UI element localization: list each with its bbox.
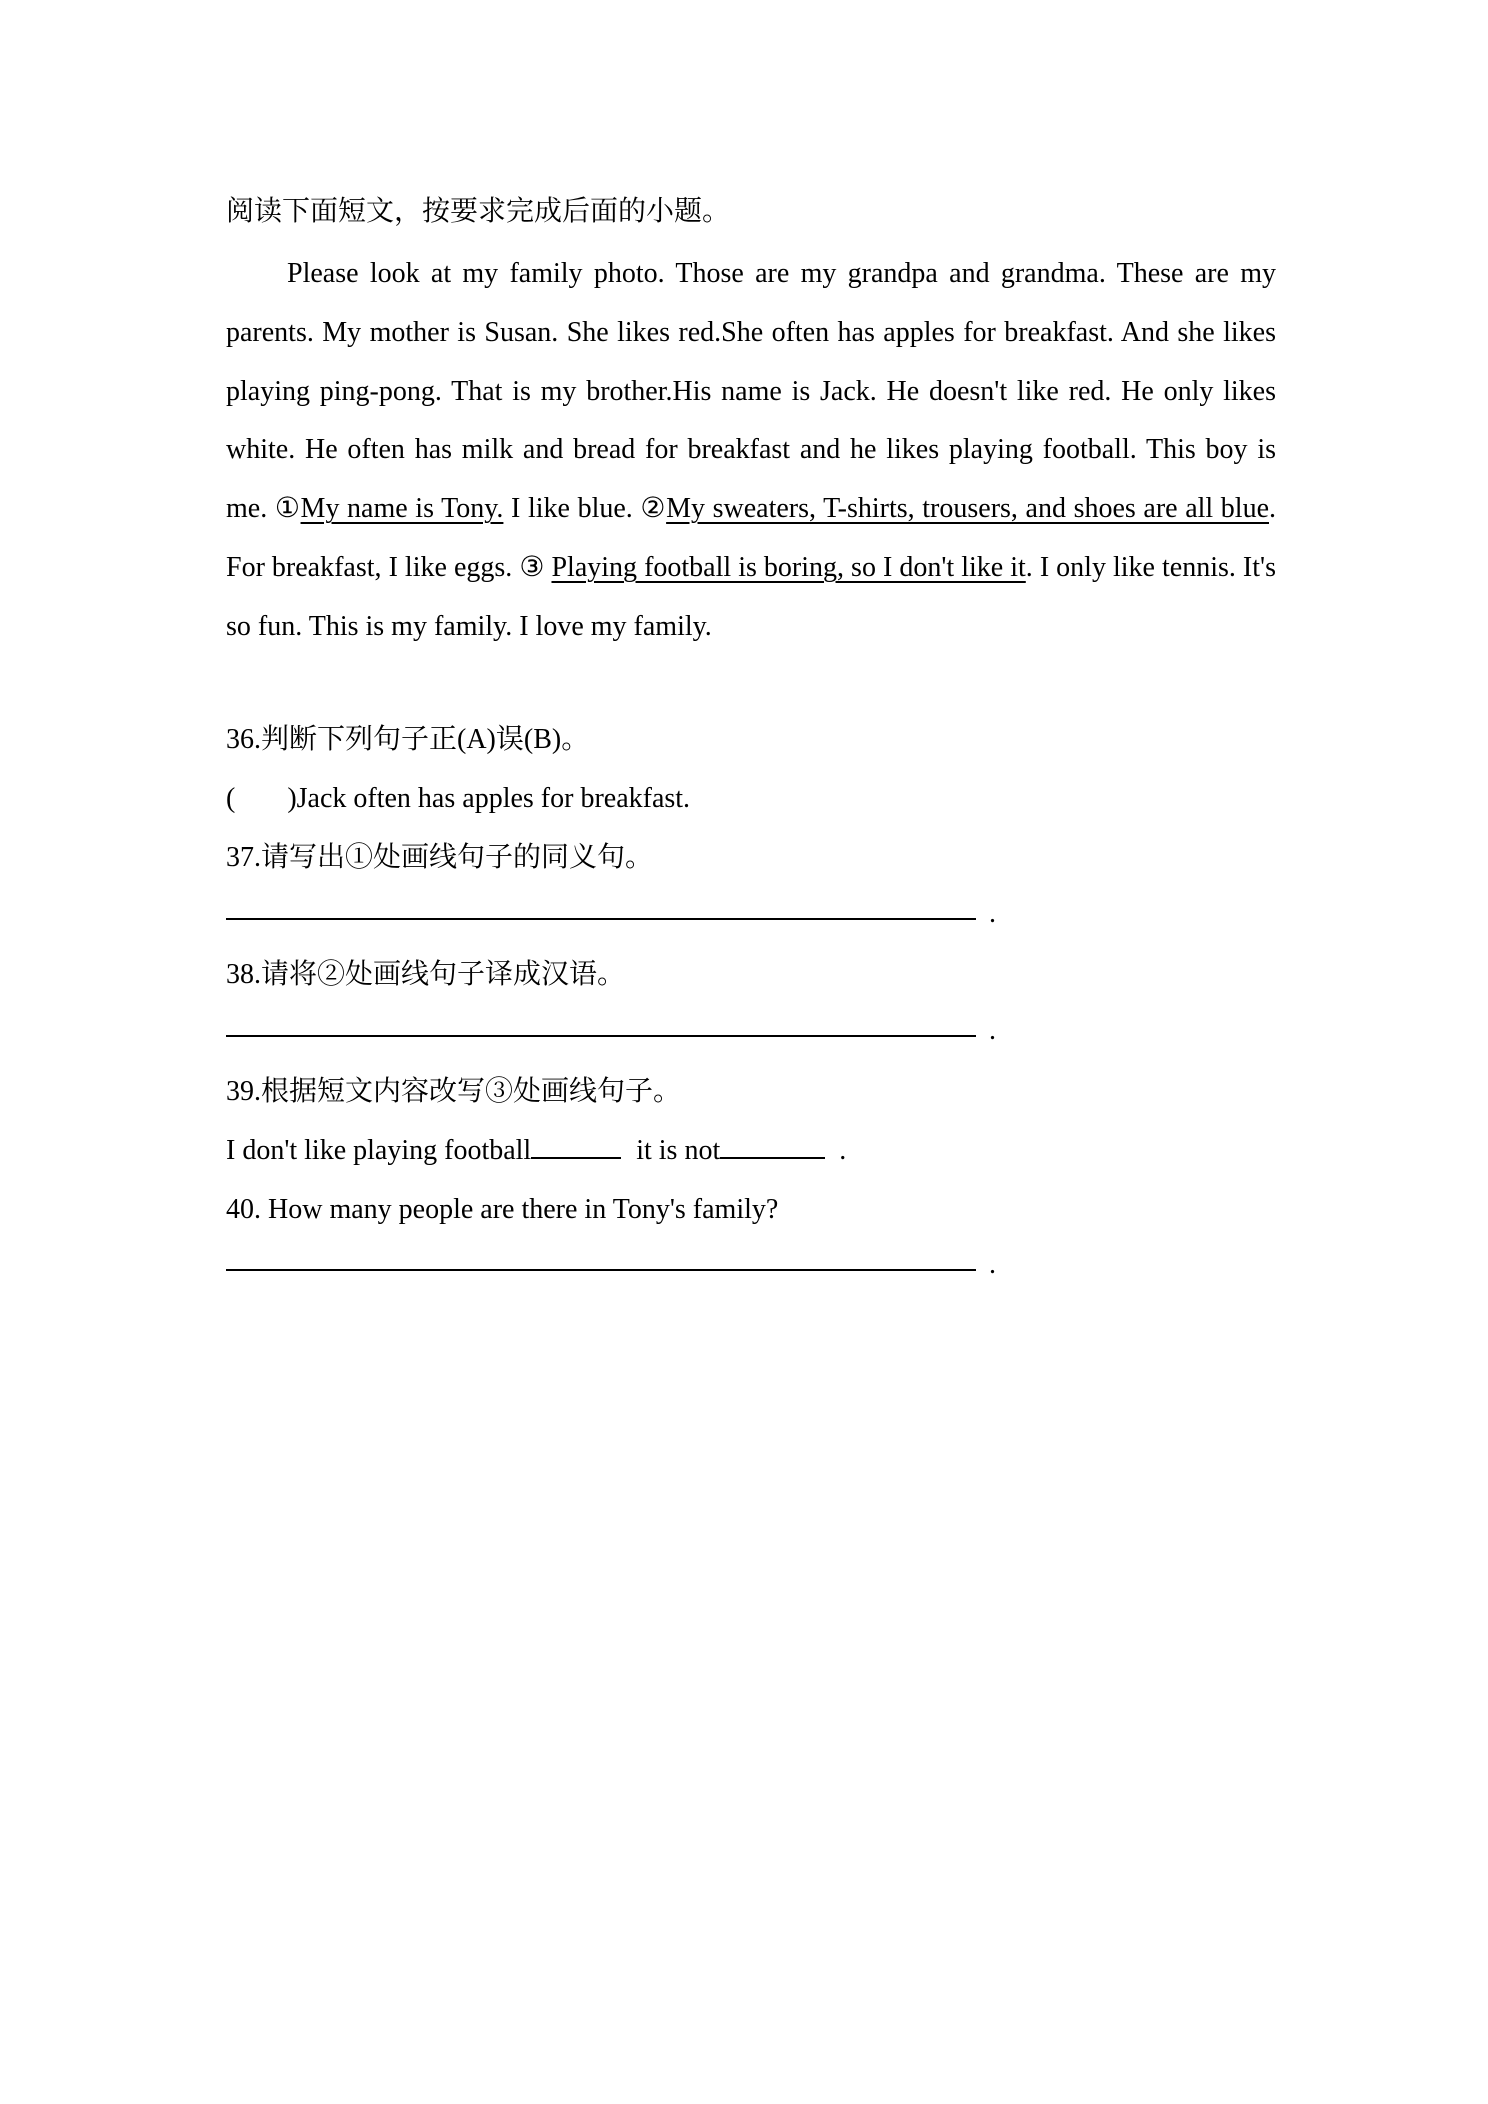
question-40-title: 40. How many people are there in Tony's family? bbox=[226, 1194, 779, 1225]
answer-blank[interactable] bbox=[226, 1269, 976, 1271]
passage-text-3: . For breakfast, I like eggs. bbox=[226, 493, 1276, 583]
passage-text-4: . I only like tennis. It's so fun. This is my family. I love my family. bbox=[226, 551, 1276, 642]
marker-3: ③ bbox=[519, 551, 552, 583]
question-39-part-1: I don't like playing football bbox=[226, 1135, 532, 1166]
question-36-text: )Jack often has apples for breakfast. bbox=[287, 783, 691, 814]
question-39-title: 39.根据短文内容改写③处画线句子。 bbox=[226, 1076, 682, 1107]
answer-blank[interactable] bbox=[226, 1035, 976, 1037]
underlined-sentence-2: My sweaters, T-shirts, trousers, and shoes are all blue bbox=[666, 493, 1269, 525]
question-39-sentence bbox=[226, 1131, 846, 1171]
period: . bbox=[839, 1135, 847, 1166]
underlined-sentence-1: My name is Tony. bbox=[300, 493, 504, 525]
underlined-sentence-3: Playing football is boring, so I don't like it bbox=[551, 551, 1026, 583]
question-38-title: 38.请将②处画线句子译成汉语。 bbox=[226, 959, 626, 990]
question-37-title: 37.请写出①处画线句子的同义句。 bbox=[226, 842, 654, 873]
marker-1: ① bbox=[274, 493, 301, 525]
question-36-statement bbox=[226, 779, 690, 819]
question-39-part-2: it is not bbox=[636, 1135, 721, 1166]
marker-2: ② bbox=[640, 493, 667, 525]
answer-bracket[interactable]: ( bbox=[226, 783, 236, 814]
passage-text-1: Please look at my family photo. Those are my grandpa and grandma. These are my parents. My mother is Susan. She likes red.She often has apples for breakfast. And she likes playing ping-pong. That is my brother.His name is Jack. He doesn't like red. He only likes white. He often has milk and bread for breakfast and he likes playing football. This boy is me. bbox=[226, 258, 1276, 525]
instruction-heading: 阅读下面短文，按要求完成后面的小题。 bbox=[226, 196, 731, 227]
period: . bbox=[989, 1249, 996, 1280]
reading-passage bbox=[226, 245, 1276, 657]
period: . bbox=[989, 898, 996, 929]
answer-blank-2[interactable] bbox=[720, 1131, 825, 1159]
answer-blank-1[interactable] bbox=[531, 1131, 621, 1159]
passage-text-2: I like blue. bbox=[503, 493, 641, 525]
period: . bbox=[989, 1015, 996, 1046]
question-36-title: 36.判断下列句子正(A)误(B)。 bbox=[226, 724, 590, 755]
answer-blank[interactable] bbox=[226, 918, 976, 920]
